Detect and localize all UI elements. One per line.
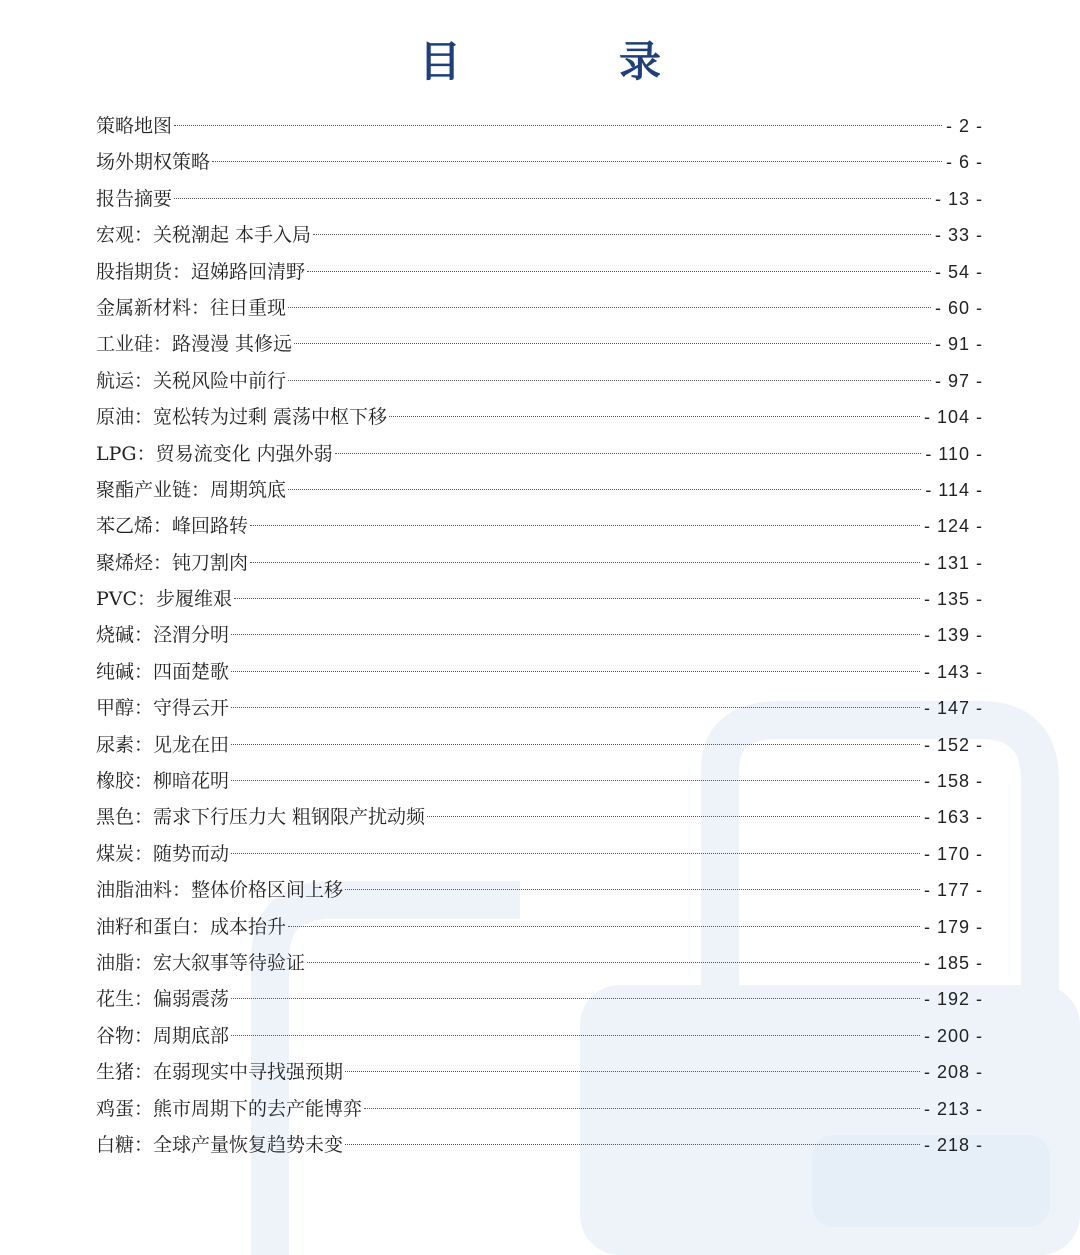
page-title: 目 录 <box>418 37 719 86</box>
toc-entry-page-number: - 152 - <box>923 734 983 755</box>
toc-entry-label: 聚酯产业链：周期筑底 <box>96 478 287 501</box>
toc-entry[interactable] <box>96 763 983 799</box>
toc-dot-leader <box>335 453 922 454</box>
toc-entry-page-number: - 200 - <box>923 1025 983 1046</box>
toc-entry-label: 原油：宽松转为过剩 震荡中枢下移 <box>96 406 388 429</box>
toc-entry-label: 黑色：需求下行压力大 粗钢限产扰动频 <box>96 806 426 829</box>
toc-entry[interactable] <box>96 909 983 945</box>
toc-dot-leader <box>345 1144 920 1145</box>
toc-entry-label: 工业硅：路漫漫 其修远 <box>96 333 293 356</box>
toc-entry-page-number: - 192 - <box>923 989 983 1010</box>
toc-entry-label: 油脂油料：整体价格区间上移 <box>96 879 344 902</box>
toc-entry-label: 油脂：宏大叙事等待验证 <box>96 951 306 974</box>
toc-entry-label: 鸡蛋：熊市周期下的去产能博弈 <box>96 1097 363 1120</box>
toc-entry[interactable] <box>96 254 983 290</box>
toc-entry-label: 尿素：见龙在田 <box>96 733 230 756</box>
toc-entry-page-number: - 218 - <box>923 1134 983 1155</box>
toc-entry-label: 煤炭：随势而动 <box>96 842 230 865</box>
toc-entry-label: 甲醇：守得云开 <box>96 697 230 720</box>
toc-entry-page-number: - 139 - <box>923 625 983 646</box>
toc-dot-leader <box>345 889 920 890</box>
toc-entry-page-number: - 170 - <box>923 843 983 864</box>
toc-dot-leader <box>345 1071 920 1072</box>
toc-entry-page-number: - 185 - <box>923 952 983 973</box>
toc-dot-leader <box>288 307 931 308</box>
toc-entry-label: 报告摘要 <box>96 187 173 210</box>
toc-entry-label: 橡胶：柳暗花明 <box>96 770 230 793</box>
toc-dot-leader <box>313 234 931 235</box>
toc-entry-page-number: - 143 - <box>923 661 983 682</box>
toc-entry[interactable] <box>96 472 983 508</box>
toc-entry[interactable] <box>96 836 983 872</box>
toc-entry[interactable] <box>96 617 983 653</box>
toc-entry-page-number: - 124 - <box>923 516 983 537</box>
toc-entry[interactable] <box>96 545 983 581</box>
toc-entry[interactable] <box>96 799 983 835</box>
toc-entry[interactable] <box>96 1018 983 1054</box>
toc-entry-label: 苯乙烯：峰回路转 <box>96 515 249 538</box>
toc-entry-page-number: - 135 - <box>923 589 983 610</box>
toc-dot-leader <box>307 962 920 963</box>
toc-entry[interactable] <box>96 363 983 399</box>
toc-entry[interactable] <box>96 581 983 617</box>
toc-entry-page-number: - 179 - <box>923 916 983 937</box>
toc-dot-leader <box>231 1035 920 1036</box>
toc-entry-label: 烧碱：泾渭分明 <box>96 624 230 647</box>
toc-entry-label: LPG：贸易流变化 内强外弱 <box>96 442 333 465</box>
toc-entry[interactable] <box>96 945 983 981</box>
toc-entry-page-number: - 33 - <box>934 225 983 246</box>
toc-entry-page-number: - 6 - <box>945 152 983 173</box>
toc-entry-label: 场外期权策略 <box>96 151 211 174</box>
toc-dot-leader <box>288 380 931 381</box>
toc-entry[interactable] <box>96 1054 983 1090</box>
toc-entry-label: 花生：偏弱震荡 <box>96 988 230 1011</box>
toc-entry[interactable] <box>96 399 983 435</box>
toc-dot-leader <box>231 671 920 672</box>
toc-entry[interactable] <box>96 1127 983 1163</box>
toc-entry-page-number: - 208 - <box>923 1062 983 1083</box>
toc-dot-leader <box>231 707 920 708</box>
toc-entry[interactable] <box>96 217 983 253</box>
toc-dot-leader <box>364 1108 920 1109</box>
toc-entry[interactable] <box>96 290 983 326</box>
toc-entry-page-number: - 91 - <box>934 334 983 355</box>
toc-entry-label: 宏观：关税潮起 本手入局 <box>96 224 312 247</box>
toc-entry-page-number: - 13 - <box>934 188 983 209</box>
toc-entry-label: 金属新材料：往日重现 <box>96 296 287 319</box>
toc-entry-label: 航运：关税风险中前行 <box>96 369 287 392</box>
toc-entry-label: 纯碱：四面楚歌 <box>96 660 230 683</box>
toc-entry-label: PVC：步履维艰 <box>96 588 233 611</box>
toc-dot-leader <box>250 525 920 526</box>
toc-entry-page-number: - 147 - <box>923 698 983 719</box>
toc-entry-label: 生猪：在弱现实中寻找强预期 <box>96 1061 344 1084</box>
toc-entry[interactable] <box>96 981 983 1017</box>
toc-dot-leader <box>231 998 920 999</box>
toc-entry[interactable] <box>96 1091 983 1127</box>
toc-entry-label: 油籽和蛋白：成本抬升 <box>96 915 287 938</box>
toc-dot-leader <box>288 489 921 490</box>
toc-entry[interactable] <box>96 654 983 690</box>
toc-dot-leader <box>288 926 920 927</box>
toc-entry-page-number: - 2 - <box>945 116 983 136</box>
toc-dot-leader <box>231 634 920 635</box>
toc-entry[interactable] <box>96 326 983 362</box>
toc-entry[interactable] <box>96 872 983 908</box>
table-of-contents <box>96 108 983 1163</box>
toc-entry-label: 聚烯烃：钝刀割肉 <box>96 551 249 574</box>
toc-entry-label: 谷物：周期底部 <box>96 1024 230 1047</box>
toc-dot-leader <box>212 161 942 162</box>
toc-dot-leader <box>234 598 920 599</box>
toc-entry-page-number: - 104 - <box>923 407 983 428</box>
toc-dot-leader <box>389 416 920 417</box>
toc-entry-label: 股指期货：迢娣路回清野 <box>96 260 306 283</box>
toc-dot-leader <box>250 562 920 563</box>
toc-entry[interactable] <box>96 181 983 217</box>
toc-entry-label: 白糖：全球产量恢复趋势未变 <box>96 1133 344 1156</box>
toc-dot-leader <box>174 125 942 126</box>
toc-entry-label: 策略地图 <box>96 115 173 137</box>
toc-dot-leader <box>231 780 920 781</box>
toc-dot-leader <box>231 853 920 854</box>
toc-entry[interactable] <box>96 144 983 180</box>
toc-entry-page-number: - 110 - <box>925 443 983 464</box>
toc-entry-page-number: - 163 - <box>923 807 983 828</box>
toc-entry[interactable] <box>96 108 983 144</box>
toc-entry-page-number: - 177 - <box>923 880 983 901</box>
toc-entry[interactable] <box>96 727 983 763</box>
toc-entry-page-number: - 114 - <box>925 479 983 500</box>
toc-dot-leader <box>174 198 931 199</box>
toc-entry-page-number: - 97 - <box>934 370 983 391</box>
toc-entry-page-number: - 213 - <box>923 1098 983 1119</box>
toc-entry[interactable] <box>96 436 983 472</box>
toc-entry-page-number: - 60 - <box>934 297 983 318</box>
toc-dot-leader <box>294 343 931 344</box>
toc-entry-page-number: - 131 - <box>923 552 983 573</box>
toc-entry-page-number: - 54 - <box>934 261 983 282</box>
toc-dot-leader <box>307 271 931 272</box>
toc-dot-leader <box>427 816 920 817</box>
toc-dot-leader <box>231 744 920 745</box>
toc-entry[interactable] <box>96 690 983 726</box>
toc-entry-page-number: - 158 - <box>923 771 983 792</box>
toc-entry[interactable] <box>96 508 983 544</box>
